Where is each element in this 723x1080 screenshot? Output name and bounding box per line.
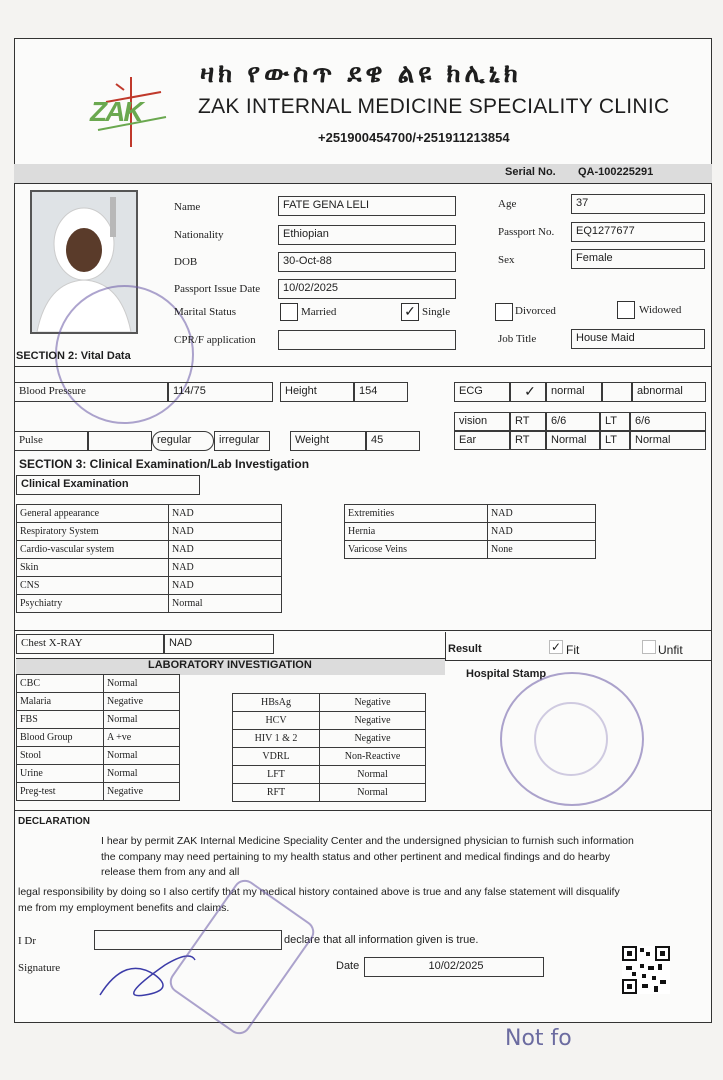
ear-lt-label: LT (600, 431, 630, 450)
exam-value: NAD (169, 541, 282, 559)
lab-label: Blood Group (17, 729, 104, 747)
lab-value: Normal (104, 765, 180, 783)
cpr-field (278, 330, 456, 350)
lab-label: Preg-test (17, 783, 104, 801)
table-row (233, 730, 426, 748)
lab-value: Negative (320, 730, 426, 748)
lab-value: Normal (104, 675, 180, 693)
table-row (17, 747, 180, 765)
serial-label: Serial No. (505, 166, 556, 178)
sex-field: Female (571, 249, 705, 269)
age-label: Age (498, 198, 517, 210)
lab-label: HBsAg (233, 694, 320, 712)
widowed-label: Widowed (639, 304, 682, 316)
married-label: Married (301, 306, 337, 318)
single-label: Single (422, 306, 451, 318)
section-3-title: SECTION 3: Clinical Examination/Lab Investigation (19, 457, 310, 471)
exam-value: None (488, 541, 596, 559)
chest-xray-label: Chest X-RAY (16, 634, 164, 654)
hospital-stamp-inner (534, 702, 608, 776)
declaration-line-3: release them from any and all (101, 866, 240, 878)
lab-label: HIV 1 & 2 (233, 730, 320, 748)
table-row (17, 595, 282, 613)
fit-checkbox[interactable]: ✓ (550, 640, 562, 654)
qr-code-icon (622, 946, 670, 994)
cpr-label: CPR/F application (174, 334, 256, 346)
name-field: FATE GENA LELI (278, 196, 456, 216)
height-label: Height (280, 382, 354, 402)
table-row (17, 729, 180, 747)
section-2-divider (14, 366, 712, 367)
lab-label: Urine (17, 765, 104, 783)
age-field: 37 (571, 194, 705, 214)
lab-title: LABORATORY INVESTIGATION (148, 659, 312, 671)
declaration-line-1: I hear by permit ZAK Internal Medicine Speciality Center and the undersigned physician to furnish such information (101, 835, 634, 847)
lab-right-table (232, 693, 426, 802)
lab-label: Malaria (17, 693, 104, 711)
exam-value: Normal (169, 595, 282, 613)
ecg-abnormal[interactable]: abnormal (632, 382, 706, 402)
lab-value: Non-Reactive (320, 748, 426, 766)
table-row (345, 541, 596, 559)
passport-issue-label: Passport Issue Date (174, 283, 261, 295)
ear-lt-value: Normal (630, 431, 706, 450)
ear-label: Ear (454, 431, 510, 450)
exam-label: Skin (17, 559, 169, 577)
table-row (17, 711, 180, 729)
ecg-abnormal-blank (602, 382, 632, 402)
clinical-right-table (344, 504, 596, 559)
weight-field: 45 (366, 431, 420, 451)
lab-label: LFT (233, 766, 320, 784)
table-row (17, 765, 180, 783)
lab-value: Negative (320, 694, 426, 712)
passport-issue-field: 10/02/2025 (278, 279, 456, 299)
married-checkbox[interactable] (280, 303, 298, 321)
fit-label: Fit (566, 643, 580, 657)
lab-value: Normal (104, 711, 180, 729)
dob-field: 30-Oct-88 (278, 252, 456, 272)
declaration-line-5: me from my employment benefits and claims. (18, 902, 230, 914)
exam-value: NAD (488, 505, 596, 523)
table-row (17, 577, 282, 595)
ecg-check[interactable]: ✓ (510, 382, 546, 402)
name-label: Name (174, 201, 201, 213)
exam-value: NAD (169, 577, 282, 595)
table-row (17, 505, 282, 523)
dob-label: DOB (174, 256, 198, 268)
blood-pressure-field: 114/75 (168, 382, 273, 402)
lab-label: CBC (17, 675, 104, 693)
vision-lt-value: 6/6 (630, 412, 706, 431)
widowed-checkbox[interactable] (617, 301, 635, 319)
table-row (233, 694, 426, 712)
table-row (17, 675, 180, 693)
result-label: Result (448, 643, 482, 655)
single-checkbox[interactable]: ✓ (401, 303, 419, 321)
logo-text: ZAK (90, 96, 142, 127)
exam-label: Hernia (345, 523, 488, 541)
job-title-field: House Maid (571, 329, 705, 349)
divorced-checkbox[interactable] (495, 303, 513, 321)
nationality-field: Ethiopian (278, 225, 456, 245)
declaration-line-2: the company may need pertaining to my health status and other pertinent and medical findings and do hearby (101, 851, 610, 863)
section-2-title: SECTION 2: Vital Data (16, 350, 131, 362)
job-title-label: Job Title (498, 333, 537, 345)
qr-code (622, 946, 670, 994)
table-row (345, 505, 596, 523)
declaration-title: DECLARATION (18, 816, 91, 827)
clinical-exam-subtitle: Clinical Examination (16, 475, 200, 495)
lab-label: Stool (17, 747, 104, 765)
ear-rt-value: Normal (546, 431, 600, 450)
exam-label: Respiratory System (17, 523, 169, 541)
section-divider (14, 630, 712, 631)
exam-label: Psychiatry (17, 595, 169, 613)
exam-value: NAD (488, 523, 596, 541)
pulse-label: Pulse (14, 431, 88, 451)
exam-value: NAD (169, 505, 282, 523)
serial-value: QA-100225291 (578, 166, 654, 178)
exam-label: Extremities (345, 505, 488, 523)
table-row (17, 523, 282, 541)
marital-status-label: Marital Status (174, 306, 237, 318)
lab-label: RFT (233, 784, 320, 802)
chest-xray-field: NAD (164, 634, 274, 654)
declaration-line-4: legal responsibility by doing so I also certify that my medical history contained above is true and any false statement will disqualify (18, 886, 620, 898)
exam-label: General appearance (17, 505, 169, 523)
pulse-regular[interactable]: regular (152, 431, 214, 451)
vision-label: vision (454, 412, 510, 431)
lab-value: Negative (104, 693, 180, 711)
table-row (17, 559, 282, 577)
exam-value: NAD (169, 559, 282, 577)
ecg-label: ECG (454, 382, 510, 402)
unfit-checkbox[interactable] (642, 640, 656, 654)
table-row (233, 766, 426, 784)
lab-value: A +ve (104, 729, 180, 747)
clinic-logo (86, 72, 176, 152)
table-row (17, 783, 180, 801)
lab-value: Negative (320, 712, 426, 730)
lab-value: Negative (104, 783, 180, 801)
table-row (17, 693, 180, 711)
exam-label: Varicose Veins (345, 541, 488, 559)
pulse-irregular[interactable]: irregular (214, 431, 270, 451)
table-row (233, 784, 426, 802)
ear-rt-label: RT (510, 431, 546, 450)
table-row (345, 523, 596, 541)
amharic-clinic-name: ዛክ የውስጥ ደዌ ልዩ ክሊኒክ (200, 58, 522, 88)
table-row (233, 748, 426, 766)
hospital-stamp-label: Hospital Stamp (466, 668, 547, 680)
date-label: Date (336, 960, 360, 972)
exam-label: Cardio-vascular system (17, 541, 169, 559)
exam-label: CNS (17, 577, 169, 595)
clinic-phones: +251900454700/+251911213854 (318, 130, 510, 145)
lab-value: Normal (320, 766, 426, 784)
handwritten-note: Not fo (505, 1026, 572, 1051)
dr-label: I Dr (18, 935, 37, 947)
declaration-divider (14, 810, 712, 811)
sex-label: Sex (498, 254, 515, 266)
table-row (17, 541, 282, 559)
lab-value: Normal (104, 747, 180, 765)
blood-pressure-label: Blood Pressure (14, 382, 168, 402)
exam-value: NAD (169, 523, 282, 541)
ecg-normal[interactable]: normal (546, 382, 602, 402)
lab-label: VDRL (233, 748, 320, 766)
passport-label: Passport No. (498, 226, 555, 238)
lab-left-table (16, 674, 180, 801)
table-row (233, 712, 426, 730)
lab-label: HCV (233, 712, 320, 730)
signature-label: Signature (18, 962, 61, 974)
lab-value: Normal (320, 784, 426, 802)
clinical-left-table (16, 504, 282, 613)
nationality-label: Nationality (174, 229, 224, 241)
date-field: 10/02/2025 (364, 957, 544, 977)
passport-field: EQ1277677 (571, 222, 705, 242)
weight-label: Weight (290, 431, 366, 451)
clinic-name: ZAK INTERNAL MEDICINE SPECIALITY CLINIC (198, 95, 670, 118)
dr-declare-text: declare that all information given is true. (284, 934, 479, 946)
divorced-label: Divorced (515, 305, 556, 317)
vision-lt-label: LT (600, 412, 630, 431)
vision-rt-label: RT (510, 412, 546, 431)
pulse-blank (88, 431, 152, 451)
height-field: 154 (354, 382, 408, 402)
hospital-stamp (500, 672, 644, 806)
lab-label: FBS (17, 711, 104, 729)
vision-rt-value: 6/6 (546, 412, 600, 431)
unfit-label: Unfit (658, 643, 683, 657)
